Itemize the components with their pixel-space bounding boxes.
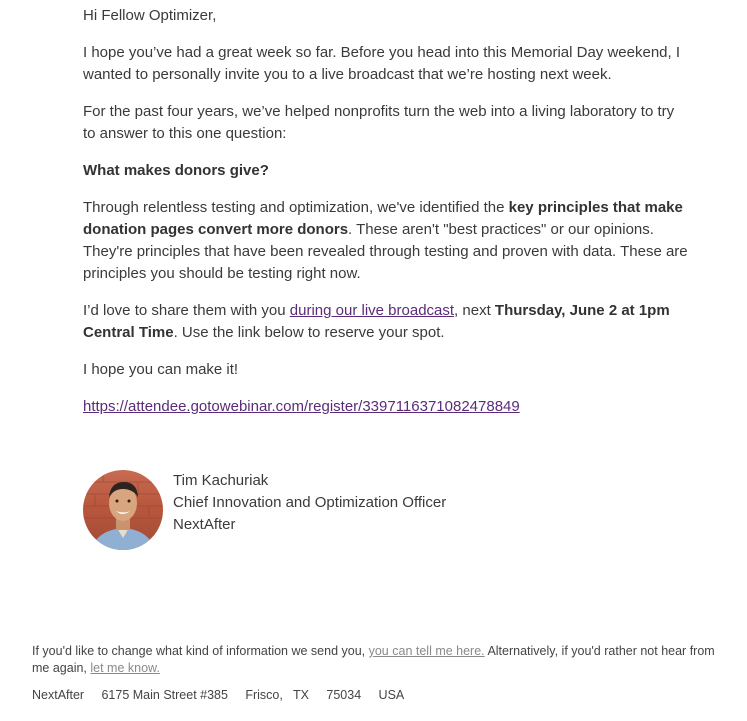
invite-text-c: . Use the link below to reserve your spot.: [173, 324, 445, 341]
unsubscribe-link[interactable]: let me know.: [90, 661, 160, 675]
footer-address: [32, 688, 404, 702]
paragraph-principles: [83, 197, 688, 285]
greeting: Hi Fellow Optimizer,: [83, 7, 217, 24]
address-street: 6175 Main Street #385: [101, 688, 228, 702]
register-link[interactable]: https://attendee.gotowebinar.com/register/3397116371082478849: [83, 398, 520, 415]
paragraph-history: For the past four years, we’ve helped nonprofits turn the web into a living laboratory to try to answer to this one question:: [83, 103, 675, 142]
paragraph-intro: I hope you’ve had a great week so far. Before you head into this Memorial Day weekend, I wanted to personally invite you to a live broadcast that we’re hosting next week.: [83, 44, 681, 83]
closing-line: I hope you can make it!: [83, 361, 239, 378]
person-photo-icon: [83, 470, 163, 550]
register-paragraph: [83, 396, 520, 418]
broadcast-datetime: Thursday, June 2 at 1pm Central Time: [83, 302, 670, 341]
signature-title: Chief Innovation and Optimization Officer: [173, 494, 447, 511]
question-heading: [83, 160, 269, 182]
change-preferences-link[interactable]: you can tell me here.: [368, 644, 485, 658]
principles-bold: key principles that make donation pages convert more donors: [83, 199, 683, 238]
address-city: Frisco,: [245, 688, 283, 702]
principles-text-b: . These aren't "best practices" or our opinions. They're principles that have been revealed through testing and proven with data. These are principles you should be testing right now.: [83, 221, 688, 282]
paragraph-invite: [83, 300, 683, 344]
invite-text-b: , next: [454, 302, 495, 319]
invite-text-a: I’d love to share them with you: [83, 302, 290, 319]
address-country: USA: [378, 688, 405, 702]
question-text: What makes donors give?: [83, 162, 269, 179]
signature-text: [173, 470, 446, 536]
signature-block: [83, 470, 446, 550]
principles-text-a: Through relentless testing and optimization, we've identified the: [83, 199, 509, 216]
signature-company: NextAfter: [173, 516, 236, 533]
address-zip: 75034: [326, 688, 362, 702]
footer-preferences: [32, 643, 722, 677]
signature-name: Tim Kachuriak: [173, 472, 269, 489]
footer-text-a: If you'd like to change what kind of information we send you,: [32, 644, 369, 658]
address-state: TX: [293, 688, 310, 702]
live-broadcast-link[interactable]: during our live broadcast: [289, 302, 455, 319]
address-org: NextAfter: [32, 688, 85, 702]
avatar: [83, 470, 163, 550]
footer-text-b: Alternatively, if you'd rather not hear from me again,: [32, 644, 715, 675]
